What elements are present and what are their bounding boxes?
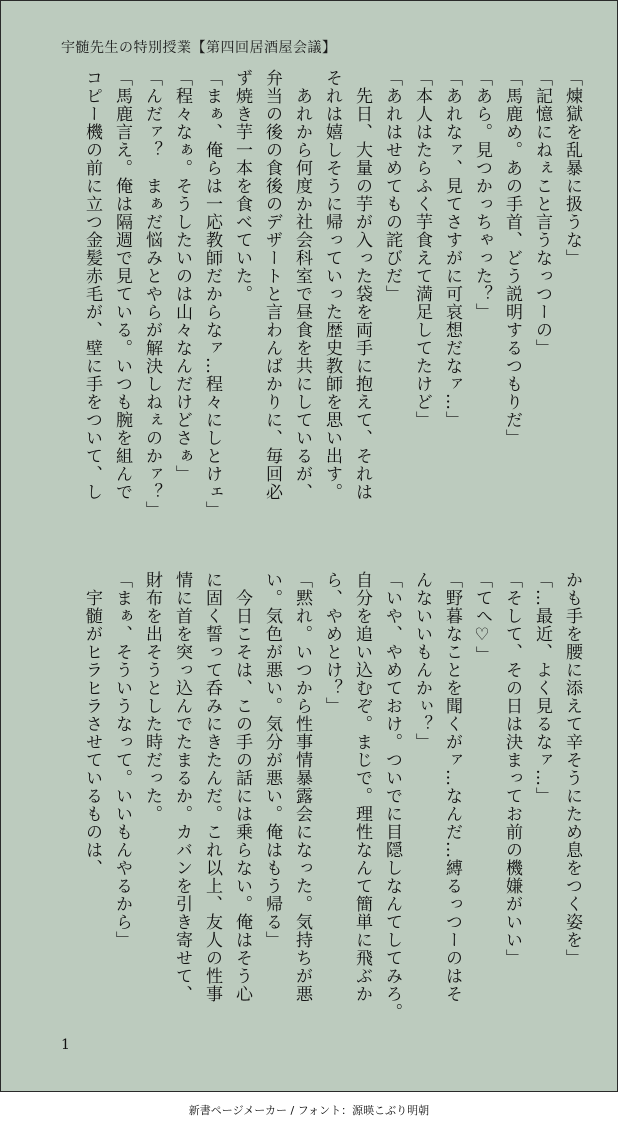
text-line: 自分を追い込むぞ。まじで。理性なんて簡単に飛ぶか	[352, 571, 372, 1003]
text-line: コピー機の前に立つ金髪赤毛が、壁に手をついて、し	[82, 69, 102, 501]
text-line: 「本人はたらふく芋食えて満足してたけど」	[412, 69, 432, 429]
footer-credit: 新書ページメーカー / フォント：源暎こぶり明朝	[188, 1104, 430, 1117]
text-line: 「あれなァ、見てさすがに可哀想だなァ…」	[442, 69, 462, 429]
text-line: 「野暮なことを聞くがァ…なんだ…縛るっつーのはそ	[442, 571, 462, 1003]
text-line: に固く誓って呑みにきたんだ。これ以上、友人の性事	[202, 571, 222, 1003]
text-line: 今日こそは、この手の話には乗らない。俺はそう心	[232, 571, 252, 1003]
text-line: あれから何度か社会科室で昼食を共にしているが、	[292, 69, 312, 501]
text-line: 「馬鹿言え。俺は隔週で見ている。いつも腕を組んで	[112, 69, 132, 501]
text-line: 「煉獄を乱暴に扱うな」	[562, 69, 582, 267]
text-line: い。気色が悪い。気分が悪い。俺はもう帰る」	[262, 571, 282, 949]
text-line: 「黙れ。いつから性事情暴露会になった。気持ちが悪	[292, 571, 312, 1003]
text-line: 「いや、やめておけ。ついでに目隠しなんてしてみろ。	[382, 571, 402, 1021]
text-line: 「まぁ、そういうなって。いいもんやるから」	[112, 571, 132, 949]
text-line: かも手を腰に添えて辛そうにため息をつく姿を」	[562, 571, 582, 967]
text-line: 「てへ♡」	[472, 571, 492, 664]
text-line: 「…最近、よく見るなァ…」	[532, 571, 552, 805]
page-title: 宇髄先生の特別授業【第四回居酒屋会議】	[61, 40, 337, 56]
page-number: 1	[61, 1037, 70, 1053]
text-line: 「そして、その日は決まってお前の機嫌がいい」	[502, 571, 522, 967]
text-line: 「程々なぁ。そうしたいのは山々なんだけどさぁ」	[172, 69, 192, 483]
text-line: 「あら。見つかっちゃった？」	[472, 69, 492, 321]
text-line: 弁当の後の食後のデザートと言わんばかりに、毎回必	[262, 69, 282, 501]
text-line: んないいもんかぃ？」	[412, 571, 432, 751]
text-block-upper	[47, 69, 587, 539]
text-line: 「んだァ？ まぁだ悩みとやらが解決しねぇのかァ？」	[142, 69, 162, 519]
text-line: 「あれはせめてもの詫びだ」	[382, 69, 402, 303]
text-line: ら、やめとけ？」	[322, 571, 342, 715]
text-block-lower	[47, 571, 587, 1041]
text-line: 「記憶にねぇこと言うなっつーの」	[532, 69, 552, 357]
text-line: 先日、大量の芋が入った袋を両手に抱えて、それは	[352, 69, 372, 501]
text-line: ず焼き芋一本を食べていた。	[232, 69, 252, 303]
text-line: 宇髄がヒラヒラさせているものは、	[82, 571, 102, 877]
text-line: 情に首を突っ込んでたまるか。カバンを引き寄せて、	[172, 571, 192, 1003]
text-line: それは嬉しそうに帰っていった歴史教師を思い出す。	[322, 69, 342, 501]
text-line: 「馬鹿め。あの手首、どう説明するつもりだ」	[502, 69, 522, 447]
text-line: 「まぁ、俺らは一応教師だからなァ…程々にしとけェ」	[202, 69, 222, 519]
text-line: 財布を出そうとした時だった。	[142, 571, 162, 823]
